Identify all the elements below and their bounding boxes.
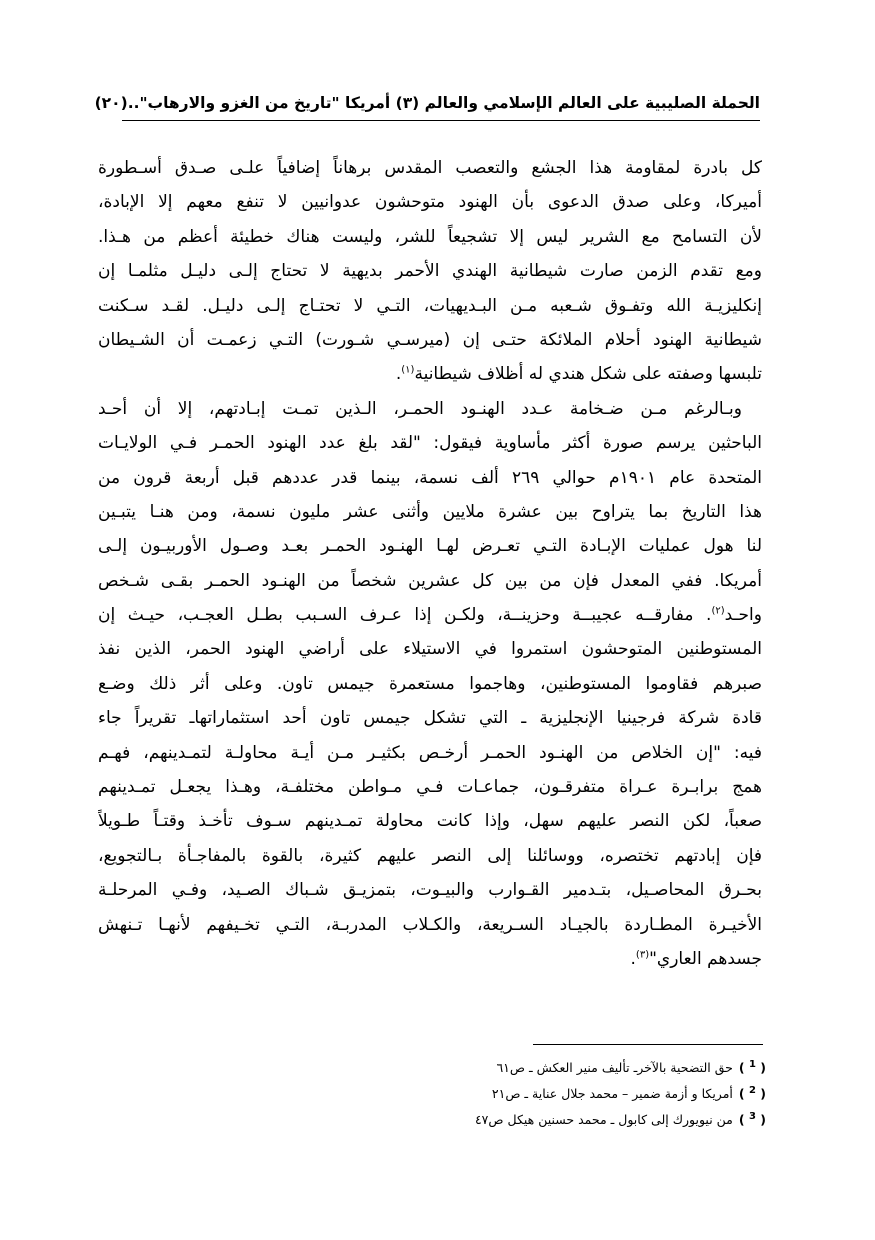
text-segment: .	[395, 364, 402, 385]
text-line: بحـرق المحاصـيل، بتـدمير القـوارب والبيـوت، بتمزيـق شـباك الصـيد، وفـي المرحلـة	[98, 880, 762, 901]
text-line: الباحثين يرسم صورة أكثر مأساوية فيقول: "لقد بلغ عدد الهنود الحمـر فـي الولايـات	[98, 433, 762, 454]
footnotes	[300, 1052, 766, 1130]
footnote-text: حق التضحية بالآخرـ تأليف منير العكش ـ ص٦١	[496, 1060, 733, 1076]
footnote-number: ( $^1$ )	[738, 1059, 766, 1076]
text-segment: واحـد	[724, 605, 762, 626]
text-line: أميركا، وعلى صدق الدعوى بأن الهنود متوحشون عدوانيين لا تنفع معهم إلا الإبادة،	[98, 192, 762, 213]
text-line	[98, 598, 762, 632]
footnote	[300, 1104, 766, 1130]
text-line: المتحدة عام ١٩٠١م حوالي ٢٦٩ ألف نسمة، بينما قدر عددهم قبل أربعة قرون من	[98, 467, 762, 488]
text-line	[98, 357, 762, 391]
text-line: فإن إبادتهم تختصره، ووسائلنا إلى النصر عليهم كثيرة، بالقوة بالمفاجـأة بـالتجويع،	[98, 845, 762, 866]
text-line: صبرهم فقاوموا المستوطنين، وهاجموا مستعمرة جيمس تاون. وعلى أثر ذلك وضـع	[98, 673, 762, 694]
text-line: قادة شركة فرجينيا الإنجليزية ـ التي تشكل جيمس تاون أحد استثماراتهاـ تقريراً جاء	[98, 708, 762, 729]
text-line: فيه: "إن الخلاص من الهنـود الحمـر أرخـص بكثيـر مـن أيـة محاولـة لتمـدينهم، فهـم	[98, 742, 762, 763]
running-header	[94, 86, 760, 121]
footnote-number: ( $^3$ )	[738, 1111, 766, 1128]
text-line: وبـالرغم مـن ضـخامة عـدد الهنـود الحمـر، الـذين تمـت إبـادتهم، إلا أن أحـد	[98, 398, 742, 419]
text-line: هذا التاريخ بما يتراوح بين عشرة ملايين وأثنى عشر مليون نسمة، ومن هنـا يتبـين	[98, 501, 762, 522]
text-line	[98, 942, 762, 976]
footnote	[300, 1052, 766, 1078]
footnote-separator	[533, 1044, 763, 1045]
text-line: ومع تقدم الزمن صارت شيطانية الهندي الأحمر بديهية لا تحتاج إلـى دليـل مثلمـا إن	[98, 261, 762, 282]
footnote-ref[interactable]: (٣)	[635, 949, 650, 961]
text-segment: .	[630, 948, 636, 969]
footnote-ref[interactable]: (٢)	[711, 605, 725, 617]
text-line: أمريكا. ففي المعدل فإن من بين كل عشرين شخصاً من الهنـود الحمـر بقـى شـخص	[98, 570, 762, 591]
header-title: الحملة الصليبية على العالم الإسلامي والعالم (٣) أمريكا "تاريخ من الغزو والارهاب"..	[127, 94, 760, 112]
text-segment: تلبسها وصفته على شكل هندي له أظلاف شيطانية	[414, 364, 762, 385]
text-line: صعباً، لكن النصر عليهم سهل، وإذا كانت محاولة تمـدينهم سـوف تأخـذ وقتـاً طـويلاً	[98, 811, 762, 832]
footnote-text: أمريكا و أزمة ضمير – محمد جلال عناية ـ ص٢١	[491, 1086, 733, 1102]
footnote-number: ( $^2$ )	[738, 1085, 766, 1102]
text-line: إنكليزيـة الله وتفـوق شـعبه مـن البـديهيات، التـي لا تحتـاج إلـى دليـل. لقـد سـكنت	[98, 295, 762, 316]
page-number: (٢٠)	[94, 94, 128, 112]
body-text	[98, 151, 762, 976]
text-segment: . مفارقــه عجيبــة وحزينــة، ولكـن إذا عـرف السـبب بطـل العجـب، حيـث إن	[98, 605, 712, 626]
footnote-ref[interactable]: (١)	[401, 364, 415, 376]
text-line: شيطانية الهنود أحلام الملائكة حتـى إن (ميرسـي شـورت) التـي زعمـت أن الشـيطان	[98, 329, 762, 350]
text-line: لنا هول عمليات الإبـادة التـي تعـرض لهـا الهنـود الحمـر بعـد وصـول الأوربيـون إلـى	[98, 536, 762, 557]
text-segment: جسدهم العاري"	[649, 948, 762, 969]
footnote	[300, 1078, 766, 1104]
footnote-text: من نيويورك إلى كابول ـ محمد حسنين هيكل ص٤٧	[474, 1112, 733, 1128]
text-line: المستوطنين المتوحشون استمروا في الاستيلاء على أراضي الهنود الحمر، الذين نفذ	[98, 639, 762, 660]
text-line: الأخيـرة المطـاردة بالجيـاد السـريعة، والكـلاب المدربـة، التـي تخـيفهم لأنهـا تـنهش	[98, 914, 762, 935]
text-line: لأن التسامح مع الشرير ليس إلا تشجيعاً للشر، وليست هناك خطيئة أعظم من هـذا.	[98, 226, 762, 247]
text-line: كل بادرة لمقاومة هذا الجشع والتعصب المقدس برهاناً إضافياً علـى صـدق أسـطورة	[98, 158, 762, 178]
text-line: همج برابـرة عـراة متفرقـون، جماعـات فـي مـواطن مختلفـة، وهـذا يجعـل تمـدينهم	[98, 777, 762, 798]
